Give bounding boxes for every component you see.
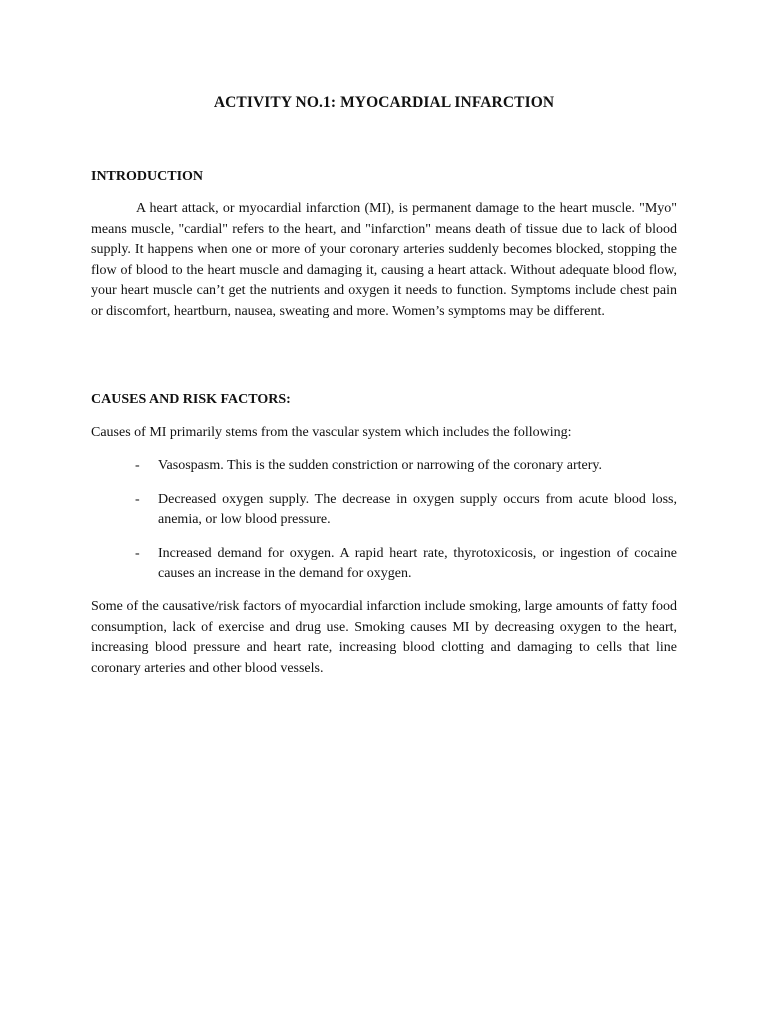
risk-factors-paragraph: Some of the causative/risk factors of myocardial infarction include smoking, large amounts of fatty food consumption, lack of exercise and drug use. Smoking causes MI by decreasing oxygen to the heart, increasing blood pressure and heart rate, increasing blood clotting and damaging to cells that line coronary arteries and other blood vessels.: [91, 599, 677, 676]
bullet-dash: -: [135, 458, 140, 473]
causes-heading: CAUSES AND RISK FACTORS:: [91, 392, 291, 407]
list-item-text: Decreased oxygen supply. The decrease in oxygen supply occurs from acute blood loss, anemia, or low blood pressure.: [158, 491, 677, 528]
causes-list: [91, 456, 677, 598]
document-title: ACTIVITY NO.1: MYOCARDIAL INFARCTION: [213, 94, 555, 111]
introduction-heading: INTRODUCTION: [91, 169, 204, 184]
introduction-paragraph: A heart attack, or myocardial infarction (MI), is permanent damage to the heart muscle. "Myo" means muscle, "cardial" refers to the heart, and "infarction" means death of tissue due to lack of blood supply. It happens when one or more of your coronary arteries suddenly becomes blocked, stopping the flow of blood to the heart muscle and damaging it, causing a heart attack. Without adequate blood flow, your heart muscle can’t get the nutrients and oxygen it needs to function. Symptoms include chest pain or discomfort, heartburn, nausea, sweating and more. Women’s symptoms may be different.: [91, 201, 677, 319]
list-item-text: Vasospasm. This is the sudden constriction or narrowing of the coronary artery.: [158, 458, 603, 473]
bullet-dash: -: [135, 491, 140, 507]
list-item: [91, 544, 677, 585]
causes-intro-paragraph: Causes of MI primarily stems from the vascular system which includes the following:: [91, 425, 572, 440]
list-item-text: Increased demand for oxygen. A rapid heart rate, thyrotoxicosis, or ingestion of cocaine causes an increase in the demand for oxygen.: [158, 545, 677, 582]
list-item: [91, 456, 677, 477]
bullet-dash: -: [135, 545, 140, 561]
list-item: [91, 490, 677, 531]
